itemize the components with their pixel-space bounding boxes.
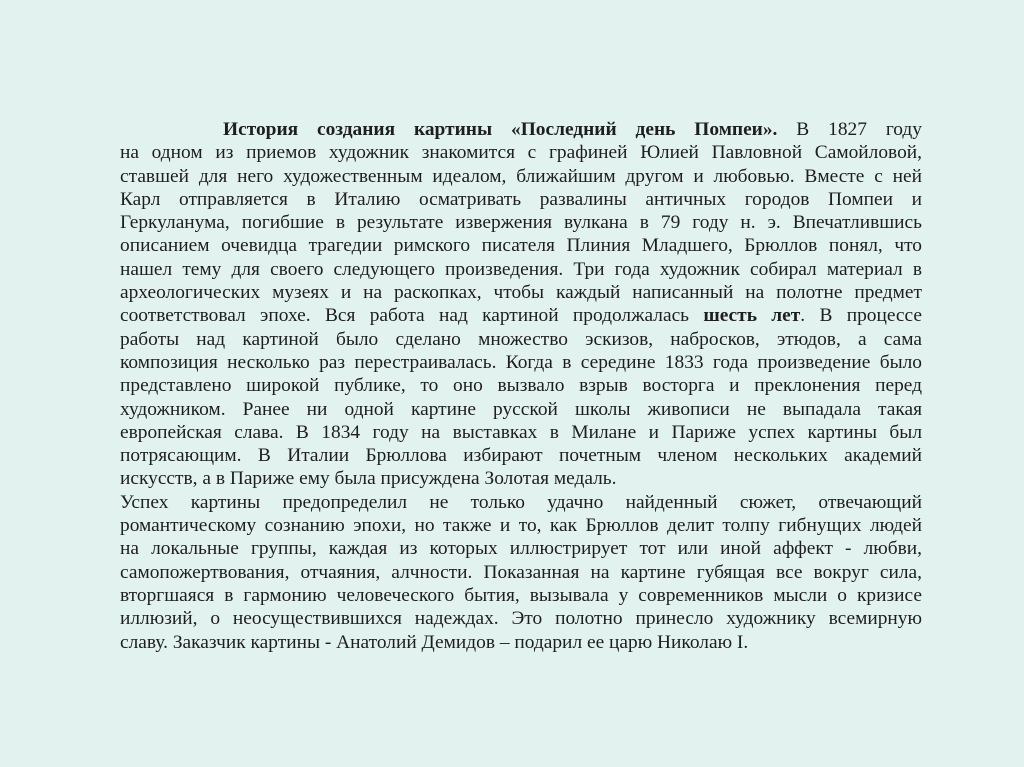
paragraph1-line: европейская слава. В 1834 году на выставках в Милане и Париже успех картины был — [120, 421, 922, 443]
paragraph2-line: Успех картины предопределил не только удачно найденный сюжет, отвечающий — [120, 491, 922, 513]
paragraph2-line: иллюзий, о неосуществившихся надеждах. Это полотно принесло художнику всемирную — [120, 608, 922, 630]
paragraph1-line: работы над картиной было сделано множество эскизов, набросков, этюдов, а сама — [120, 328, 922, 350]
paragraph1-line: представлено широкой публике, то оно вызвало взрыв восторга и преклонения перед — [120, 375, 922, 397]
paragraph1-line: археологических музеях и на раскопках, чтобы каждый написанный на полотне предмет — [120, 282, 922, 304]
article-text — [120, 118, 922, 654]
paragraph2-line: самопожертвования, отчаяния, алчности. Показанная на картине губящая все вокруг сила, — [120, 561, 922, 583]
paragraph1-line: нашел тему для своего следующего произведения. Три года художник собирал материал в — [120, 258, 922, 280]
inline-text: В 1827 году — [777, 119, 922, 140]
paragraph1-line: потрясающим. В Италии Брюллова избирают почетным членом нескольких академий — [120, 445, 922, 467]
paragraph1-line: Карл отправляется в Италию осматривать развалины античных городов Помпеи и — [120, 188, 922, 210]
article-heading: История создания картины «Последний день Помпеи». — [223, 119, 778, 140]
paragraph2-line: романтическому сознанию эпохи, но также и то, как Брюллов делит толпу гибнущих людей — [120, 515, 922, 537]
paragraph1-line: описанием очевидца трагедии римского писателя Плиния Младшего, Брюллов понял, что — [120, 235, 922, 257]
paragraph1-line: на одном из приемов художник знакомится с графиней Юлией Павловной Самойловой, — [120, 142, 922, 164]
paragraph2-line: славу. Заказчик картины - Анатолий Демидов – подарил ее царю Николаю I. — [120, 631, 749, 653]
paragraph1-line: композиция несколько раз перестраивалась. Когда в середине 1833 года произведение было — [120, 351, 922, 373]
paragraph1-line: Геркуланума, погибшие в результате извержения вулкана в 79 году н. э. Впечатлившись — [120, 212, 922, 234]
emphasis-duration: шесть лет — [703, 305, 801, 327]
paragraph1-line — [120, 118, 922, 141]
paragraph1-line: искусств, а в Париже ему была присуждена Золотая медаль. — [120, 468, 617, 490]
paragraph1-line: художником. Ранее ни одной картине русской школы живописи не выпадала такая — [120, 398, 922, 420]
paragraph2-line: на локальные группы, каждая из которых иллюстрирует тот или иной аффект - любви, — [120, 538, 922, 560]
inline-text: соответствовал эпохе. Вся работа над картиной продолжалась — [120, 305, 704, 327]
inline-text: . В процессе — [800, 305, 922, 327]
paragraph2-line: вторгшаяся в гармонию человеческого бытия, вызывала у современников мысли о кризисе — [120, 584, 922, 606]
paragraph1-line — [120, 304, 922, 327]
paragraph1-line: ставшей для него художественным идеалом, ближайшим другом и любовью. Вместе с ней — [120, 165, 922, 187]
